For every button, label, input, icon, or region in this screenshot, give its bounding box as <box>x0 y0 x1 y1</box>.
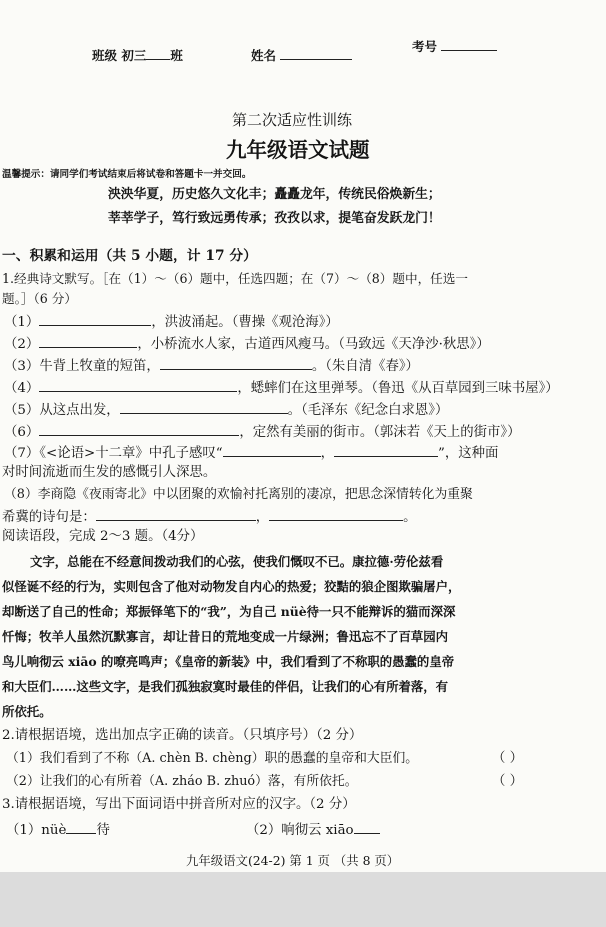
answer-blank-7a[interactable] <box>223 443 321 457</box>
q3-item-1: （1）nüè 待 <box>6 820 110 840</box>
answer-blank-3[interactable] <box>160 356 312 370</box>
q1-stem-line-1: 1.经典诗文默写。［在（1）～（6）题中，任选四题；在（7）～（8）题中，任选一 <box>2 271 468 286</box>
answer-blank-8b[interactable] <box>269 507 403 521</box>
q2-item-2-answer[interactable]: （ ） <box>492 774 524 789</box>
q1-item-5: （5）从这点出发， 。（毛泽东《纪念白求恩》） <box>4 400 448 420</box>
q1-stem-line-2: 题。］（6 分） <box>2 291 77 306</box>
passage-line-2: 似怪诞不经的行为，实则包含了他对动物发自内心的热爱；狡黠的狼企图欺骗屠户， <box>2 579 461 594</box>
passage-line-1: 文字，总能在不经意间拨动我们的心弦，使我们慨叹不已。康拉德·劳伦兹看 <box>30 554 444 569</box>
answer-blank-2[interactable] <box>39 334 137 348</box>
q3-stem: 3.请根据语境，写出下面词语中拼音所对应的汉字。（2 分） <box>2 797 356 812</box>
answer-blank-5[interactable] <box>120 400 288 414</box>
answer-blank-7b[interactable] <box>334 443 438 457</box>
reminder <box>2 166 251 184</box>
q3-blank-2[interactable] <box>354 820 380 834</box>
q1-item-7: （7）《<论语>十二章》中孔子感叹“ ， ”，这种面 <box>4 443 498 463</box>
main-title: 九年级语文试题 <box>226 138 370 162</box>
class-text: 班级 初三 <box>92 48 147 63</box>
exam-no-blank[interactable] <box>441 37 497 51</box>
q1-item-4: （4） ，蟋蟀们在这里弹琴。（鲁迅《从百草园到三味书屋》） <box>4 378 559 398</box>
answer-blank-8a[interactable] <box>96 507 256 521</box>
q2-item-1-answer[interactable]: （ ） <box>492 751 524 766</box>
passage-line-3: 却断送了自己的性命；郑振铎笔下的“我”，为自己 nüè待一只不能辩诉的猫而深深 <box>2 604 456 619</box>
exam-no-label: 考号 <box>412 37 497 56</box>
q1-item-6: （6） ，定然有美丽的街市。（郭沫若《天上的街市》） <box>4 422 521 442</box>
answer-blank-1[interactable] <box>39 312 151 326</box>
name-blank[interactable] <box>280 46 352 60</box>
subtitle: 第二次适应性训练 <box>232 111 353 129</box>
q1-item-8-line-2: 希冀的诗句是： ， 。 <box>2 507 417 527</box>
q1-item-2: （2） ，小桥流水人家，古道西风瘦马。（马致远《天净沙·秋思》） <box>4 334 490 354</box>
passage-line-4: 忏悔；牧羊人虽然沉默寡言，却让昔日的荒地变成一片绿洲；鲁迅忘不了百草园内 <box>2 629 449 644</box>
name-label: 姓名 <box>251 46 352 65</box>
q3-blank-1[interactable] <box>66 820 96 834</box>
q1-item-7-line-2: 对时间流逝而生发的感慨引人深思。 <box>2 465 217 480</box>
page-footer: 九年级语文(24-2) 第 1 页 （共 8 页） <box>186 853 400 868</box>
q3-item-2: （2）响彻云 xiāo <box>246 820 380 840</box>
motto-line-1: 泱泱华夏，历史悠久文化丰；矗矗龙年，传统民俗焕新生； <box>108 187 441 202</box>
motto-line-2: 莘莘学子，笃行致远勇传承；孜孜以求，提笔奋发跃龙门！ <box>108 211 441 226</box>
answer-blank-6[interactable] <box>39 422 239 436</box>
section-heading: 一、积累和运用（共 5 小题，计 17 分） <box>2 248 257 264</box>
reminder-label: 温馨提示： <box>2 169 50 180</box>
reading-intro: 阅读语段，完成 2～3 题。（4分） <box>2 529 204 544</box>
class-suffix: 班 <box>170 48 183 63</box>
class-label <box>92 46 183 65</box>
q2-stem: 2.请根据语境，选出加点字正确的读音。（只填序号）（2 分） <box>2 728 363 743</box>
passage-line-5: 鸟儿响彻云 xiāo 的嘹亮鸣声；《皇帝的新装》中，我们看到了不称职的愚蠢的皇帝 <box>2 654 455 669</box>
answer-blank-4[interactable] <box>39 378 237 392</box>
q1-item-3: （3）牛背上牧童的短笛， 。（朱自清《春》） <box>4 356 419 376</box>
q1-item-8: （8）李商隐《夜雨寄北》中以团聚的欢愉衬托离别的凄凉，把思念深情转化为重聚 <box>4 487 473 502</box>
reminder-text: 请同学们考试结束后将试卷和答题卡一并交回。 <box>49 169 252 180</box>
q2-item-2: （2）让我们的心有所着（A. zháo B. zhuó）落，有所依托。 <box>6 774 358 789</box>
passage-line-7: 所依托。 <box>2 704 52 719</box>
q1-item-1: （1） ，洪波涌起。（曹操《观沧海》） <box>4 312 339 332</box>
q2-item-1: （1）我们看到了不称（A. chèn B. chèng）职的愚蠢的皇帝和大臣们。 <box>6 751 419 766</box>
passage-line-6: 和大臣们……这些文字，是我们孤独寂寞时最佳的伴侣，让我们的心有所着落，有 <box>2 679 449 694</box>
